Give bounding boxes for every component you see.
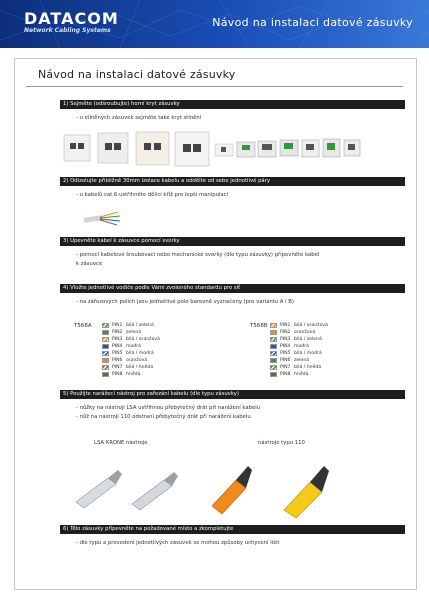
wire-color-swatch (270, 337, 277, 342)
wiring-row (270, 364, 350, 371)
wiring-row (270, 336, 350, 343)
pin-number: PIN7 (112, 365, 123, 370)
pin-number: PIN6 (280, 358, 291, 363)
wire-color-swatch (102, 330, 109, 335)
wire-color-label: hnědá (126, 372, 141, 377)
step-3-text-2: k zásuvce (76, 261, 103, 267)
socket-photo (64, 135, 90, 161)
wire-color-label: bílá / zelená (126, 323, 154, 328)
wire-color-swatch (102, 351, 109, 356)
wire-color-swatch (270, 323, 277, 328)
wire-color-swatch (270, 344, 277, 349)
socket-photo (98, 133, 128, 163)
wire-color-label: bílá / oranžová (126, 337, 160, 342)
wiring-table-t568a (102, 322, 182, 378)
wire-color-swatch (270, 372, 277, 377)
lsa-tools-photo (72, 458, 192, 518)
wire-color-swatch (102, 365, 109, 370)
lsa-tools-label: LSA KRONE nástroje (94, 440, 148, 446)
wire-color-label: modrá (294, 344, 309, 349)
socket-photo (136, 132, 169, 165)
step-2-text: - u kabelů cat.6 ustřihněte dělicí kříž pro lepší manipulaci (76, 192, 229, 198)
wiring-table-t568b (270, 322, 350, 378)
step-2-bar: 2) Odizolujte přibližně 30mm izolace kabelu a oddělte od sebe jednotlivé páry (60, 177, 405, 186)
step-4-bar: 4) Vložte jednotlivé vodiče podle Vámi zvoleného standardu pro síť (60, 284, 405, 293)
pin-number: PIN2 (112, 330, 123, 335)
header-title: Návod na instalaci datové zásuvky (212, 16, 413, 29)
step-1-text: - u stíněných zásuvek sejměte také kryt stínění (76, 115, 202, 121)
wiring-row (102, 343, 182, 350)
pin-number: PIN3 (112, 337, 123, 342)
wire-color-label: bílá / modrá (126, 351, 154, 356)
pin-number: PIN5 (112, 351, 123, 356)
step-5-text-1: - nůžky na nástroji LSA ustřihnou přebytečný drát při narážení kabelu (76, 405, 261, 411)
wiring-row (102, 371, 182, 378)
wiring-row (270, 329, 350, 336)
tools-110-photo (206, 450, 346, 520)
step-6-bar: 6) Tělo zásuvky připevněte na požadované místo a zkompletujte (60, 525, 405, 534)
wiring-row (102, 322, 182, 329)
pin-number: PIN3 (280, 337, 291, 342)
socket-photo (323, 139, 340, 157)
socket-photo (302, 140, 319, 157)
page-title: Návod na instalaci datové zásuvky (38, 68, 236, 81)
wire-color-swatch (270, 365, 277, 370)
wiring-row (102, 350, 182, 357)
wire-color-swatch (102, 337, 109, 342)
pin-number: PIN5 (280, 351, 291, 356)
step-6-text: - dle typu a provedení jednotlivých zásuvek se mohou způsoby uchycení lišit (76, 540, 280, 546)
wire-color-swatch (102, 344, 109, 349)
wire-color-label: oranžová (126, 358, 148, 363)
wiring-row (102, 329, 182, 336)
wire-color-label: bílá / oranžová (294, 323, 328, 328)
step-5-bar: 5) Použijte narážecí nástroj pro zařezání kabelu (dle typu zásuvky) (60, 390, 405, 399)
standard-a-label: T568A (74, 323, 92, 329)
tools-110-label: nástroje typu 110 (258, 440, 305, 446)
socket-photo (280, 140, 298, 156)
wiring-row (270, 350, 350, 357)
wiring-row (270, 322, 350, 329)
socket-photo (215, 144, 233, 156)
wire-color-label: oranžová (294, 330, 316, 335)
wire-color-label: bílá / hnědá (294, 365, 322, 370)
yellow-110-tool (284, 466, 329, 518)
pin-number: PIN1 (112, 323, 123, 328)
pin-number: PIN8 (112, 372, 123, 377)
wire-color-label: zelená (126, 330, 142, 335)
wire-color-label: bílá / zelená (294, 337, 322, 342)
socket-photo (175, 132, 209, 166)
pin-number: PIN8 (280, 372, 291, 377)
header-banner (0, 0, 429, 48)
socket-photo (258, 141, 276, 157)
wiring-row (270, 343, 350, 350)
wiring-row (102, 336, 182, 343)
wiring-row (102, 364, 182, 371)
wire-color-label: hnědá (294, 372, 309, 377)
stripped-cable-photo (84, 208, 124, 228)
step-4-text: - na zářezových polích jsou jednotlivé pole barevně vyznačeny (pro variantu A i B) (76, 299, 294, 305)
pin-number: PIN2 (280, 330, 291, 335)
lsa-tool (76, 470, 122, 508)
step-3-bar: 3) Upevněte kabel k zásuvce pomocí svorky (60, 237, 405, 246)
wire-color-swatch (102, 323, 109, 328)
pin-number: PIN7 (280, 365, 291, 370)
wiring-row (102, 357, 182, 364)
pin-number: PIN6 (112, 358, 123, 363)
brand-logo: DATACOM (24, 9, 119, 28)
wiring-row (270, 357, 350, 364)
step-3-text-1: - pomocí kabelové šroubovací nebo mechanické svorky (dle typu zásuvky) připevněte kabel (76, 252, 320, 258)
wire-color-label: modrá (126, 344, 141, 349)
wire-color-swatch (270, 330, 277, 335)
pin-number: PIN4 (112, 344, 123, 349)
wire-color-swatch (102, 372, 109, 377)
wire-color-label: zelená (294, 358, 310, 363)
wire-color-label: bílá / modrá (294, 351, 322, 356)
title-divider (26, 86, 403, 87)
socket-photo (237, 142, 255, 157)
standard-b-label: T568B (250, 323, 268, 329)
wire-color-swatch (270, 358, 277, 363)
step-5-text-2: - nůž na nástroji 110 odstraní přebytečný drát při narážení kabelu (76, 414, 251, 420)
wire-color-label: bílá / hnědá (126, 365, 154, 370)
socket-photos (62, 130, 362, 168)
socket-photo (344, 140, 360, 156)
brand-tagline: Network Cabling Systems (24, 27, 111, 34)
orange-110-tool (212, 466, 252, 514)
lsa-tool (132, 472, 178, 510)
wire-color-swatch (102, 358, 109, 363)
pin-number: PIN1 (280, 323, 291, 328)
wire-color-swatch (270, 351, 277, 356)
wiring-row (270, 371, 350, 378)
step-1-bar: 1) Sejměte (odšroubujte) horní kryt zásuvky (60, 100, 405, 109)
pin-number: PIN4 (280, 344, 291, 349)
